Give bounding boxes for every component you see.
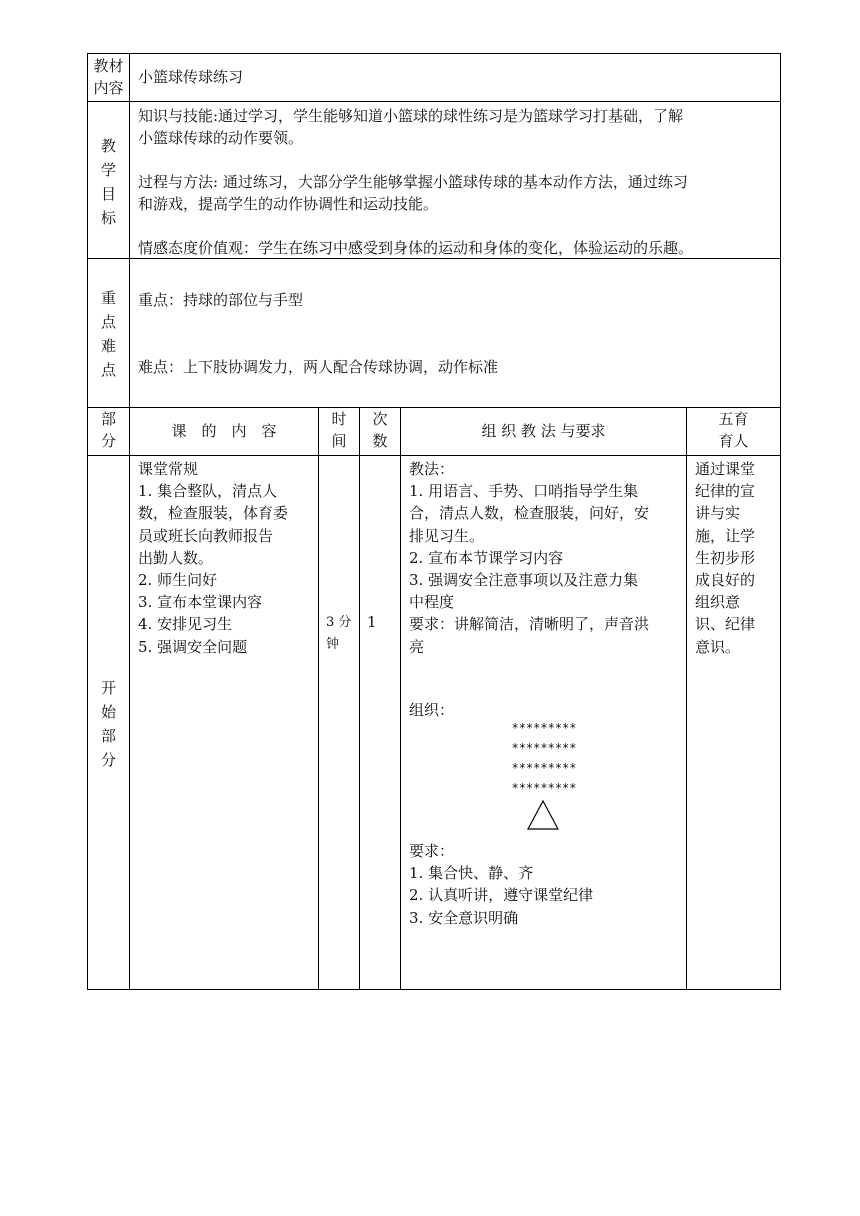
- goal-process-line2: 和游戏，提高学生的动作协调性和运动技能。: [138, 195, 439, 213]
- goal-knowledge-line1: 知识与技能:通过学习，学生能够知道小篮球的球性练习是为篮球学习打基础，了解: [138, 107, 684, 125]
- col-header-content: 课 的 内 容: [171, 422, 277, 440]
- col-header-count: 次 数: [372, 410, 388, 450]
- goals-label: 教 学 目 标: [100, 137, 116, 227]
- section-time: 3 分 钟: [326, 615, 352, 652]
- section-count: 1: [367, 613, 377, 631]
- teacher-triangle-icon: [526, 799, 560, 831]
- section-part-label: 开 始 部 分: [100, 679, 116, 769]
- formation-diagram: ********* ********* ********* *********: [511, 721, 577, 795]
- requirements-list: 要求： 1. 集合快、静、齐 2. 认真听讲，遵守课堂纪律 3. 安全意识明确: [409, 842, 594, 927]
- goal-process-line1: 过程与方法: 通过练习，大部分学生能够掌握小篮球传球的基本动作方法，通过练习: [138, 173, 688, 191]
- goal-knowledge-line2: 小篮球传球的动作要领。: [138, 129, 304, 147]
- material-label: 教材 内容: [93, 57, 124, 97]
- material-value: 小篮球传球练习: [138, 68, 244, 86]
- section-method: 教法： 1. 用语言、手势、口哨指导学生集 合，清点人数，检查服装，问好，安 排见习生。 2. 宣布本节课学习内容 3. 强调安全注意事项以及注意力集 中程度 要求：讲解简洁，清晰明了，声音洪 亮: [409, 460, 650, 656]
- col-header-method: 组 织 教 法 与要求: [481, 422, 606, 440]
- difficulty-point: 难点：上下肢协调发力，两人配合传球协调，动作标准: [138, 358, 499, 376]
- education-text: 通过课堂 纪律的宣 讲与实 施，让学 生初步形 成良好的 组织意 识、纪律 意识。: [695, 460, 756, 656]
- goal-emotion: 情感态度价值观：学生在练习中感受到身体的运动和身体的变化，体验运动的乐趣。: [138, 239, 694, 257]
- section-content: 课堂常规 1. 集合整队，清点人 数，检查服装，体育委 员或班长向教师报告 出勤人数。 2. 师生问好 3. 宣布本堂课内容 4. 安排见习生 5. 强调安全问题: [138, 460, 289, 656]
- col-header-education: 五育 育人: [718, 410, 749, 450]
- key-points-label: 重 点 难 点: [100, 289, 116, 379]
- key-point: 重点：持球的部位与手型: [138, 291, 304, 309]
- organization-label: 组织：: [409, 701, 455, 719]
- col-header-time: 时 间: [331, 410, 347, 450]
- col-header-part: 部 分: [100, 410, 116, 450]
